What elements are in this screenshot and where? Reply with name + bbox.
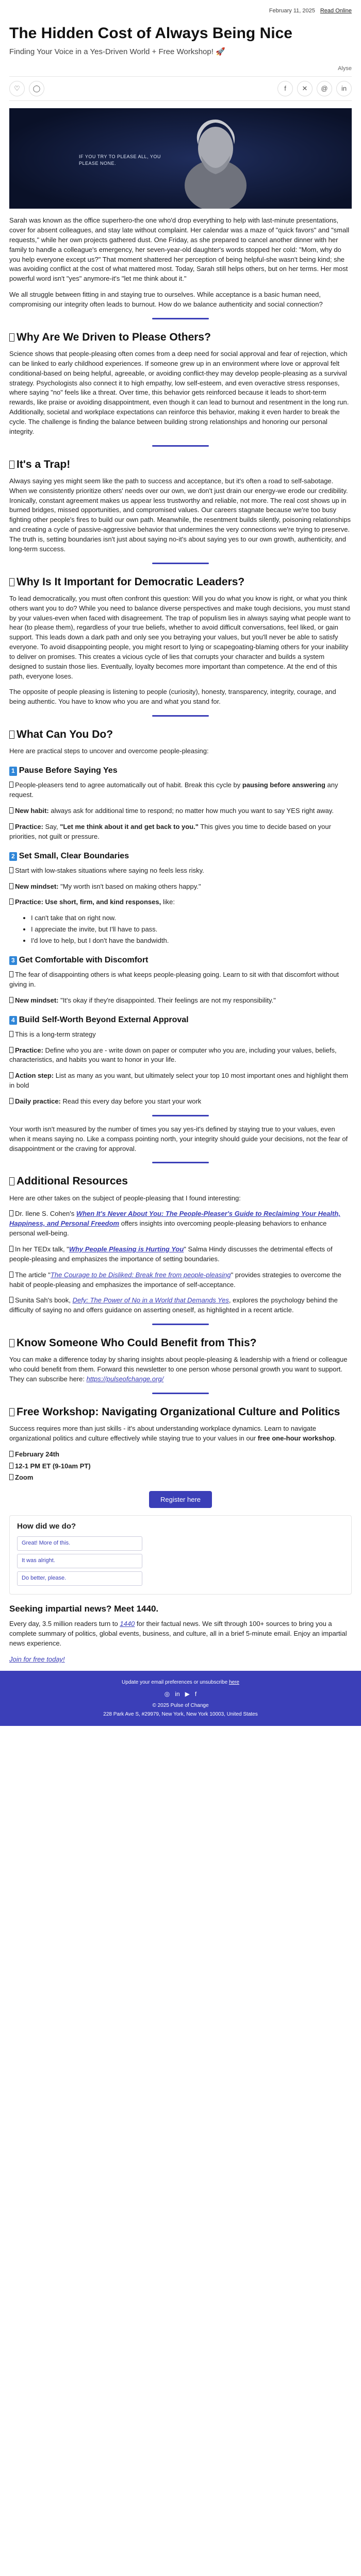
- sponsor-join: [9, 1655, 352, 1665]
- hero-illustration: [9, 108, 352, 209]
- sponsor-text: for their factual news. We sift through 100+ sources to bring you a complete summary of politics, global events, business, and culture, all in a brief 5-minute email. Enjoy an impartial news experience.: [9, 1620, 347, 1648]
- x-icon[interactable]: ✕: [297, 81, 313, 96]
- practice-label: Practice:: [15, 822, 43, 831]
- resource-text: Sunita Sah's book,: [15, 1296, 73, 1304]
- emoji-placeholder-icon: [9, 807, 13, 814]
- footer-social: [9, 1689, 352, 1699]
- workshop-text: .: [334, 1434, 337, 1442]
- emoji-placeholder-icon: [9, 1297, 13, 1303]
- emoji-placeholder-icon: [9, 867, 13, 873]
- section-heading-text: Why Is It Important for Democratic Leaders?: [17, 575, 245, 588]
- workshop-text-bold: free one-hour workshop: [257, 1434, 335, 1442]
- step-paragraph: [9, 781, 352, 800]
- section-paragraph: Always saying yes might seem like the path to success and acceptance, but it's often a road to self-sabotage. When we consistently prioritize others' needs over our own, we don't just drain our energy-we erode our credibility. Ironically, constant agreement makes us appear less trustworthy and reliable, not more. The real cost shows up in burned bridges, missed opportunities, and compromised values. Our careers stagnate because we're too busy fighting other people's fires to build our own path. Meanwhile, the resentment builds silently, poisoning relationships and creating a cycle of passive-aggressive behavior that undermines the very connections we're trying to preserve. The truth is, setting boundaries isn't just about saying no-it's about saying yes to our own growth, authenticity, and long-term success.: [9, 477, 351, 553]
- resource-text: Dr. Ilene S. Cohen's: [15, 1210, 76, 1218]
- list-item: • I can't take that on right now.: [31, 913, 352, 923]
- share-buttons: [277, 81, 352, 96]
- share-row: [9, 76, 352, 101]
- hero-quote-line1: IF YOU TRY TO PLEASE ALL, YOU: [79, 154, 161, 160]
- footer: [0, 1671, 361, 1726]
- step-action: [9, 1071, 352, 1091]
- subscribe-link[interactable]: https://pulseofchange.org/: [86, 1375, 164, 1383]
- section-divider: [152, 1162, 209, 1163]
- action-text: List as many as you want, but ultimately select your top 10 most important ones and highlight them in bold: [9, 1072, 348, 1090]
- instagram-icon[interactable]: ◎: [164, 1690, 170, 1698]
- section-heading-workshop: [9, 1405, 352, 1419]
- resource-link[interactable]: The Courage to be Disliked: Break free from people-pleasing: [50, 1270, 231, 1279]
- emoji-placeholder-icon: [9, 1098, 13, 1104]
- emoji-placeholder-icon: [9, 578, 14, 586]
- step-text: any request.: [9, 781, 338, 799]
- step-text: People-pleasers tend to agree automatically out of habit. Break this cycle by: [15, 781, 242, 789]
- resource-text: " Salma Hindy discusses the detrimental effects of people-pleasing and emphasizes the importance of setting boundaries.: [9, 1245, 333, 1263]
- comment-icon[interactable]: ◯: [29, 81, 44, 96]
- footer-preferences: [9, 1678, 352, 1687]
- action-label: Action step:: [15, 1072, 54, 1080]
- emoji-placeholder-icon: [9, 782, 13, 788]
- list-item: • I'd love to help, but I don't have the bandwidth.: [31, 936, 352, 946]
- page-subtitle: Finding Your Voice in a Yes-Driven World + Free Workshop! 🚀: [9, 47, 225, 57]
- hero-quote-line2: PLEASE NONE.: [79, 160, 117, 166]
- feedback-poll: [9, 1515, 352, 1595]
- hero-quote: [79, 154, 161, 166]
- page-title: The Hidden Cost of Always Being Nice: [9, 24, 292, 42]
- practice-text: This gives you time to decide based on your priorities, not guilt or pressure.: [9, 822, 331, 840]
- sponsor-heading: Seeking impartial news? Meet 1440.: [9, 1603, 159, 1614]
- step-paragraph: [9, 970, 352, 990]
- section-paragraph: Science shows that people-pleasing often comes from a deep need for social approval and fear of rejection, which can be linked to early childhood experiences. If someone grew up in an environment where love or approval felt conditional-based on being helpful, agreeable, or avoiding conflict-they may develop people-pleasing as a survival strategy. Psychologists also connect it to high empathy, low self-esteem, and even overactive stress responses, where saying "no" feels like a threat. Over time, this behavior gets reinforced because it leads to short-term rewards, like praise or avoiding disappointment, even though it can lead to burnout and resentment in the long run. Additionally, societal and workplace expectations can reinforce this behavior, making it even harder to break the cycle. The challenge is finding the balance between building strong relationships and honoring our personal integrity.: [9, 349, 349, 435]
- step-title: Get Comfortable with Discomfort: [19, 955, 149, 964]
- emoji-placeholder-icon: [9, 1031, 13, 1037]
- step-mindset: [9, 996, 352, 1006]
- calendar-icon: [9, 1451, 13, 1457]
- step-text: The fear of disappointing others is what keeps people-pleasing going. Learn to sit with that discomfort without giving in.: [9, 971, 339, 988]
- section-heading-resources: [9, 1175, 352, 1188]
- clock-icon: [9, 1463, 13, 1469]
- section-heading-share: [9, 1336, 352, 1350]
- habit-text: always ask for additional time to respond; no matter how much you want to say YES right away.: [48, 807, 334, 815]
- mindset-text: "My worth isn't based on making others happy.": [58, 882, 201, 890]
- section-intro: Here are practical steps to uncover and overcome people-pleasing:: [9, 747, 209, 755]
- facebook-icon[interactable]: f: [194, 1690, 197, 1698]
- practice-label: Practice:: [15, 1046, 43, 1054]
- step-number: 1: [9, 767, 17, 775]
- author-name: Alyse: [338, 65, 352, 72]
- step-heading-3: [9, 954, 352, 966]
- step-heading-2: [9, 850, 352, 862]
- threads-icon[interactable]: @: [317, 81, 332, 96]
- step-number: 3: [9, 956, 17, 965]
- practice-text: Say,: [43, 822, 60, 831]
- cta-wrapper: [9, 1491, 352, 1508]
- sponsor-text: Every day, 3.5 million readers turn to: [9, 1620, 120, 1628]
- resource-item: [9, 1296, 352, 1315]
- facebook-icon[interactable]: f: [277, 81, 293, 96]
- practice-text: Define who you are - write down on paper or computer who you are, including your values, beliefs, characteristics, and habits you want to honor in your life.: [9, 1046, 337, 1064]
- share-paragraph: [9, 1355, 352, 1384]
- register-button[interactable]: Register here: [149, 1491, 212, 1508]
- resource-item: [9, 1270, 352, 1290]
- section-heading-text: Free Workshop: Navigating Organizational Culture and Politics: [17, 1405, 340, 1418]
- practice-quote: "Let me think about it and get back to you.": [60, 822, 199, 831]
- mindset-label: New mindset:: [15, 996, 59, 1004]
- emoji-placeholder-icon: [9, 1072, 13, 1078]
- resource-text: The article ": [15, 1270, 51, 1279]
- byline: [9, 63, 352, 76]
- emoji-placeholder-icon: [9, 1210, 13, 1216]
- step-title: Build Self-Worth Beyond External Approval: [19, 1015, 189, 1024]
- section-divider: [152, 1115, 209, 1116]
- heart-icon[interactable]: ♡: [9, 81, 25, 96]
- emoji-placeholder-icon: [9, 823, 13, 829]
- step-paragraph: [9, 1030, 352, 1040]
- habit-label: New habit:: [15, 807, 49, 815]
- poll-option-great[interactable]: Great! More of this.: [17, 1536, 142, 1551]
- hero-image: [9, 108, 352, 209]
- mindset-label: New mindset:: [15, 882, 59, 890]
- resource-text: In her TEDx talk, ": [15, 1245, 69, 1253]
- step-text-bold: pausing before answering: [242, 781, 325, 789]
- footer-text: Update your email preferences or unsubscribe: [122, 1679, 229, 1685]
- step-practice: [9, 822, 352, 842]
- response-list: [9, 913, 352, 946]
- section-heading-text: Why Are We Driven to Please Others?: [17, 331, 211, 343]
- section-paragraph: To lead democratically, you must often confront this question: Will you do what you know is right, or what you think others want you to do? While you need to balance diverse perspectives and make tough decisions, you must stand by your values-even when faced with disagreement. The trap of populism lies in always saying what people want to hear (to please them), regardless of your true beliefs, whether to avoid difficult conversations, feel liked, or gain support. This leads down a dark path and only see you betraying your values, but you'll never be able to satisfy everyone. To avoid disappointing people, you might resort to lying or scapegoating-blaming others for your inability to deliver on promises. This creates a vicious cycle of lies that corrupts your character and builds a system designed to sustain those lies. Eventually, loyalty becomes more important than competence. At the end of this path, everyone loses.: [9, 594, 351, 680]
- step-text: Start with low-stakes situations where saying no feels less risky.: [15, 866, 204, 874]
- read-online-link[interactable]: Read Online: [320, 8, 352, 14]
- section-heading-what-can-you-do: [9, 728, 352, 741]
- footer-address: 228 Park Ave S, #29979, New York, New York 10003, United States: [103, 1711, 258, 1718]
- daily-text: Read this every day before you start your work: [60, 1097, 202, 1105]
- section-heading-democratic: [9, 575, 352, 589]
- practice-label: Practice: Use short, firm, and kind responses,: [15, 898, 161, 906]
- section-divider: [152, 563, 209, 564]
- section-heading-text: It's a Trap!: [17, 458, 71, 470]
- step-heading-1: [9, 765, 352, 776]
- step-title: Pause Before Saying Yes: [19, 766, 118, 775]
- emoji-placeholder-icon: [9, 1246, 13, 1252]
- step-text: This is a long-term strategy: [15, 1030, 96, 1038]
- section-intro: Here are other takes on the subject of people-pleasing that I found interesting:: [9, 1194, 241, 1202]
- resource-text: , explores the psychology behind the difficulty of saying no and offers guidance on asserting oneself, as highlighted in a recent article.: [9, 1296, 338, 1314]
- step-habit: [9, 806, 352, 816]
- section-heading-trap: [9, 458, 352, 471]
- emoji-placeholder-icon: [9, 1408, 14, 1416]
- resource-item: [9, 1245, 352, 1264]
- section-divider: [152, 715, 209, 717]
- workshop-platform: [9, 1473, 352, 1483]
- workshop-platform-text: Zoom: [15, 1473, 34, 1482]
- emoji-placeholder-icon: [9, 1339, 14, 1347]
- linkedin-icon[interactable]: in: [175, 1690, 180, 1698]
- step-number: 4: [9, 1016, 17, 1025]
- join-link[interactable]: Join for free today!: [9, 1655, 65, 1664]
- resource-text: " provides strategies to overcome the habit of people-pleasing and emphasizes the importance of self-acceptance.: [9, 1270, 341, 1289]
- poll-option-do-better[interactable]: Do better, please.: [17, 1571, 142, 1586]
- linkedin-icon[interactable]: in: [336, 81, 352, 96]
- workshop-paragraph: [9, 1424, 352, 1444]
- workshop-time: [9, 1462, 352, 1471]
- workshop-date-text: February 24th: [15, 1450, 59, 1458]
- step-daily: [9, 1097, 352, 1107]
- emoji-placeholder-icon: [9, 1272, 13, 1278]
- emoji-placeholder-icon: [9, 1047, 13, 1053]
- emoji-placeholder-icon: [9, 1177, 14, 1185]
- sponsor-paragraph: [9, 1619, 352, 1649]
- step-heading-4: [9, 1014, 352, 1026]
- section-heading-text: What Can You Do?: [17, 728, 113, 741]
- section-heading-why-driven: [9, 331, 352, 344]
- daily-label: Daily practice:: [15, 1097, 61, 1105]
- list-item: • I appreciate the invite, but I'll have to pass.: [31, 925, 352, 935]
- section-divider: [152, 1393, 209, 1394]
- practice-text: like:: [161, 898, 175, 906]
- emoji-placeholder-icon: [9, 899, 13, 905]
- step-practice: [9, 897, 352, 907]
- poll-title: How did we do?: [17, 1522, 76, 1531]
- resource-link[interactable]: Defy: The Power of No in a World that Demands Yes: [72, 1296, 229, 1304]
- mindset-text: "It's okay if they're disappointed. Their feelings are not my responsibility.": [58, 996, 276, 1004]
- issue-date: February 11, 2025: [269, 8, 315, 14]
- section-paragraph: The opposite of people pleasing is listening to people (curiosity), honesty, transparency, integrity, courage, and being authentic. You have to know who you are and what you stand for.: [9, 688, 336, 706]
- header: [0, 19, 361, 101]
- step-number: 2: [9, 852, 17, 861]
- resource-link[interactable]: Why People Pleasing is Hurting You: [69, 1245, 184, 1253]
- emoji-placeholder-icon: [9, 971, 13, 977]
- workshop-time-text: 12-1 PM ET (9-10am PT): [15, 1462, 91, 1470]
- emoji-placeholder-icon: [9, 997, 13, 1003]
- resource-text: offers insights into overcoming people-pleasing behaviors to enhance personal well-being.: [9, 1219, 327, 1238]
- section-heading-text: Know Someone Who Could Benefit from This?: [17, 1337, 257, 1349]
- closing-paragraph: Your worth isn't measured by the number of times you say yes-it's defined by staying true to your values, even when it means saying no. Like a compass pointing north, your integrity should guide your decisions, not the fear of disappointment or the craving for approval.: [9, 1125, 348, 1153]
- sponsor-link[interactable]: 1440: [120, 1620, 135, 1628]
- emoji-placeholder-icon: [9, 461, 14, 469]
- unsubscribe-link[interactable]: here: [228, 1679, 239, 1685]
- step-paragraph: [9, 866, 352, 876]
- section-divider: [152, 318, 209, 319]
- article-body: [0, 216, 361, 1665]
- top-bar: [0, 0, 361, 19]
- reaction-buttons: [9, 81, 44, 96]
- section-heading-text: Additional Resources: [17, 1175, 128, 1188]
- step-title: Set Small, Clear Boundaries: [19, 851, 129, 860]
- resource-link[interactable]: When It's Never About You: The People-Pleaser's Guide to Reclaiming Your Health, Happiness, and Personal Freedom: [9, 1210, 340, 1228]
- section-divider: [152, 445, 209, 447]
- youtube-icon[interactable]: ▶: [185, 1690, 190, 1698]
- intro-paragraph-1: Sarah was known as the office superhero-the one who'd drop everything to help with last-minute presentations, cover for absent colleagues, and stay late without complaint. Her calendar was a maze of "quick favors" and "small requests," while her own projects gathered dust. One Friday, as she prepared to cancel another dinner with her family to handle a colleague's emergency, her seven-year-old daughter's words stopped her cold: "Mom, why do you help everyone except us?" That moment shattered her perception of being helpful-she wasn't being kind; she was avoiding conflict at the cost of what mattered most. Today, Sarah still helps others, but on her terms. Her most powerful word isn't "yes" anymore-it's "let me think about it.": [9, 216, 350, 283]
- video-icon: [9, 1474, 13, 1480]
- intro-paragraph-2: We all struggle between fitting in and staying true to ourselves. While acceptance is a basic human need, compromising our integrity often leads to burnout. How do we balance authenticity and social connection?: [9, 291, 323, 308]
- step-practice: [9, 1046, 352, 1065]
- section-divider: [152, 1324, 209, 1325]
- workshop-text: Success requires more than just skills - it's about understanding workplace dynamics. Learn to navigate organizational politics and culture effectively while staying true to your values in our: [9, 1425, 317, 1442]
- workshop-date: [9, 1450, 352, 1460]
- emoji-placeholder-icon: [9, 731, 14, 739]
- emoji-placeholder-icon: [9, 883, 13, 889]
- resource-item: [9, 1209, 352, 1239]
- footer-copyright: © 2025 Pulse of Change: [152, 1703, 209, 1709]
- emoji-placeholder-icon: [9, 333, 14, 342]
- step-mindset: [9, 882, 352, 892]
- share-text: You can make a difference today by sharing insights about people-pleasing & leadership with a friend or colleague who could benefit from them. Forward this newsletter to one person whose personal growth you want to support. They can subscribe here:: [9, 1355, 348, 1383]
- poll-option-alright[interactable]: It was alright.: [17, 1554, 142, 1568]
